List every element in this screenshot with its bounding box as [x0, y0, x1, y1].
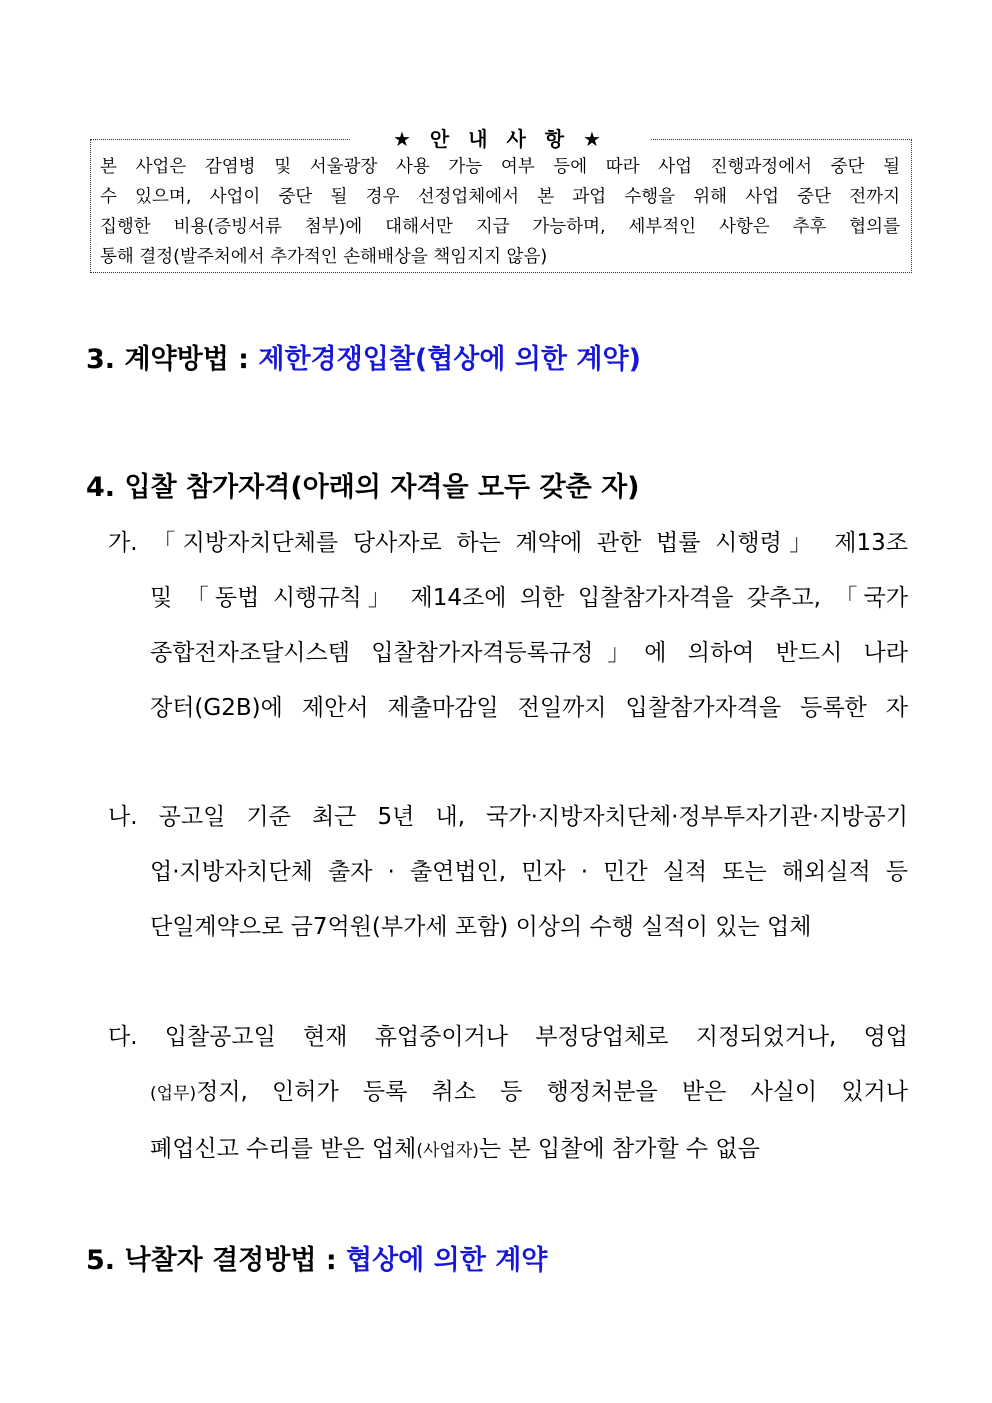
section-4-heading: 4. 입찰 참가자격(아래의 자격을 모두 갖춘 자) — [86, 472, 640, 503]
notice-line: 통해 결정(발주처에서 추가적인 손해배상을 책임지지 않음) — [100, 247, 548, 267]
item-da-note: (업무) — [150, 1084, 197, 1104]
item-da-text: 정지, 인허가 등록 취소 등 행정처분을 받은 사실이 있거나 — [196, 1079, 908, 1105]
item-ga-line: 가. 「지방자치단체를 당사자로 하는 계약에 관한 법률 시행령」 제13조 — [108, 530, 908, 556]
item-da-note: (사업자) — [416, 1141, 479, 1161]
notice-body — [100, 152, 900, 272]
notice-line: 집행한 비용(증빙서류 첨부)에 대해서만 지급 가능하며, 세부적인 사항은 추후 협의를 — [100, 217, 900, 237]
section-3-value: 제한경쟁입찰(협상에 의한 계약) — [258, 344, 641, 375]
item-da — [108, 1010, 908, 1179]
item-da-text: 폐업신고 수리를 받은 업체 — [150, 1136, 417, 1162]
item-na — [108, 790, 908, 955]
item-da-line — [108, 1122, 908, 1179]
item-da-line: 다. 입찰공고일 현재 휴업중이거나 부정당업체로 지정되었거나, 영업 — [108, 1024, 908, 1050]
section-5-value: 협상에 의한 계약 — [346, 1245, 548, 1276]
notice-title: ★ 안 내 사 항 ★ — [350, 124, 650, 154]
section-5-label: 5. 낙찰자 결정방법 : — [86, 1245, 347, 1276]
item-na-line: 나. 공고일 기준 최근 5년 내, 국가·지방자치단체·정부투자기관·지방공기 — [108, 804, 908, 830]
notice-line: 본 사업은 감염병 및 서울광장 사용 가능 여부 등에 따라 사업 진행과정에서 중단 될 — [100, 157, 900, 177]
section-3-label: 3. 계약방법 : — [86, 344, 259, 375]
item-na-line: 업·지방자치단체 출자 · 출연법인, 민자 · 민간 실적 또는 해외실적 등 — [150, 859, 908, 885]
item-da-line — [108, 1065, 908, 1122]
item-ga-line: 종합전자조달시스템 입찰참가자격등록규정」에 의하여 반드시 나라 — [150, 640, 908, 666]
item-da-text: 는 본 입찰에 참가할 수 없음 — [478, 1136, 760, 1162]
item-ga-line: 및 「동법 시행규칙」 제14조에 의한 입찰참가자격을 갖추고, 「국가 — [150, 585, 908, 611]
item-ga — [108, 516, 908, 736]
section-3-heading — [86, 337, 641, 376]
item-na-line: 단일계약으로 금7억원(부가세 포함) 이상의 수행 실적이 있는 업체 — [150, 914, 812, 940]
section-5-heading — [86, 1238, 547, 1277]
notice-line: 수 있으며, 사업이 중단 될 경우 선정업체에서 본 과업 수행을 위해 사업 중단 전까지 — [100, 187, 900, 207]
item-ga-line: 장터(G2B)에 제안서 제출마감일 전일까지 입찰참가자격을 등록한 자 — [150, 695, 908, 721]
